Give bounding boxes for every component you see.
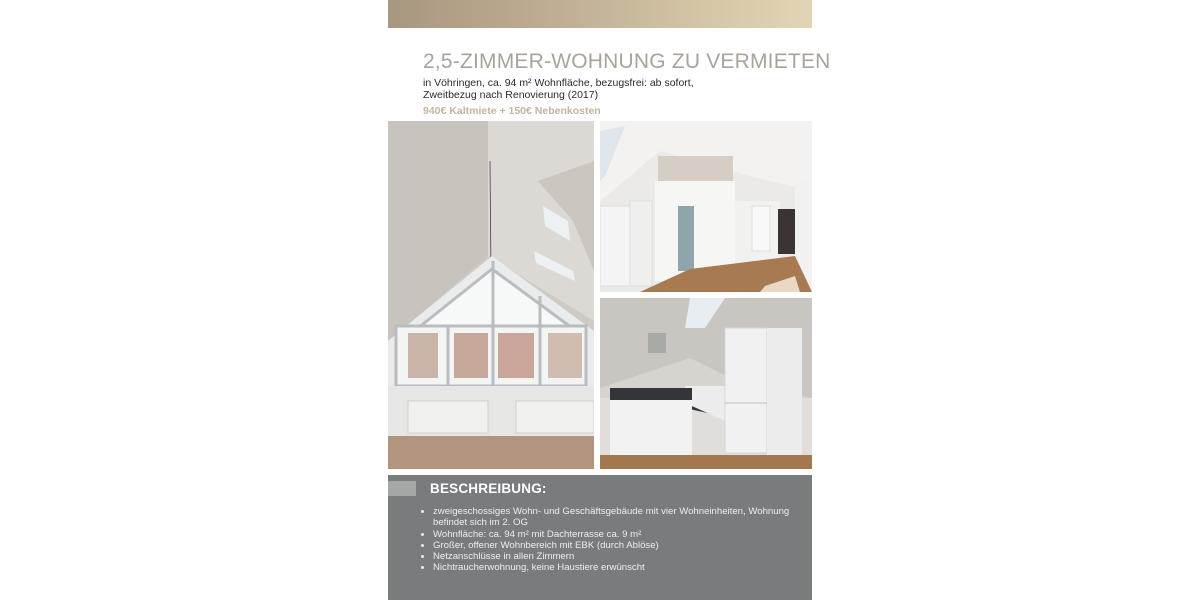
- photo-living-room: [388, 121, 594, 469]
- listing-subtitle: [423, 77, 743, 101]
- listing-title: 2,5-ZIMMER-WOHNUNG ZU VERMIETEN: [423, 50, 831, 73]
- feature-item: • Wohnfläche: ca. 94 m² mit Dachterrasse ca. 9 m²: [433, 529, 803, 540]
- subtitle-line-2: Zweitbezug nach Renovierung (2017): [423, 89, 599, 101]
- feature-item: • zweigeschossiges Wohn- und Geschäftsgebäude mit vier Wohneinheiten, Wohnung befindet sich im 2. OG: [433, 506, 803, 529]
- section-marker: [388, 481, 416, 496]
- description-heading: BESCHREIBUNG:: [430, 481, 547, 496]
- feature-item: • Netzanschlüsse in allen Zimmern: [433, 551, 803, 562]
- price-info: 940€ Kaltmiete + 150€ Nebenkosten: [423, 105, 601, 117]
- photo-open-living-area: [600, 121, 812, 292]
- feature-item: • Großer, offener Wohnbereich mit EBK (durch Ablöse): [433, 540, 803, 551]
- feature-item: • Nichtraucherwohnung, keine Haustiere erwünscht: [433, 562, 803, 573]
- description-section: [388, 475, 812, 600]
- photo-kitchen: [600, 298, 812, 469]
- header-accent-bar: [388, 0, 812, 28]
- feature-list: [421, 506, 803, 574]
- listing-page: [388, 0, 831, 600]
- subtitle-line-1: in Vöhringen, ca. 94 m² Wohnfläche, bezugsfrei: ab sofort,: [423, 77, 694, 89]
